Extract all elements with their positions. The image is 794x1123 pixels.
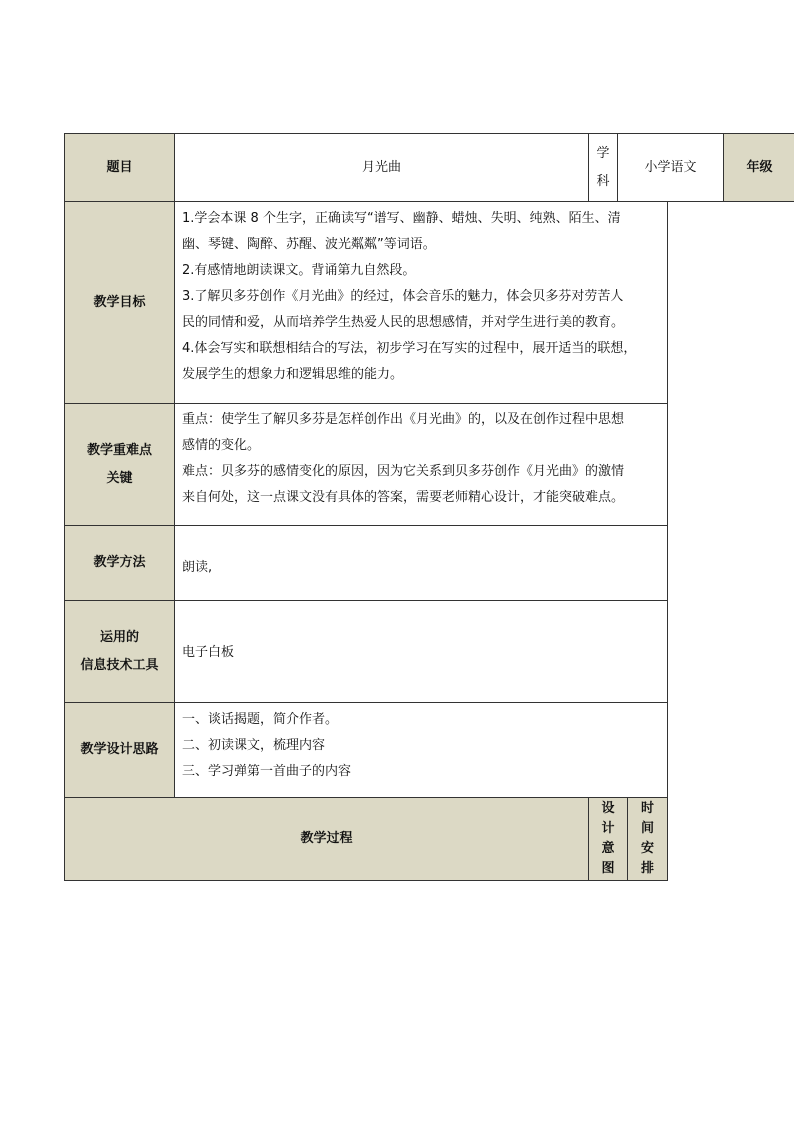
time-label-char: 安	[640, 841, 654, 856]
keypoint-line: 感情的变化。	[182, 438, 261, 453]
subject-label-char-2: 科	[596, 173, 610, 189]
goal-line: 4.体会写实和联想相结合的写法，初步学习在写实的过程中，展开适当的联想，	[182, 341, 637, 356]
method-value-cell	[174, 525, 668, 601]
title-label: 题目	[106, 159, 133, 175]
time-label-char: 间	[640, 821, 654, 836]
intent-label-cell	[588, 797, 628, 881]
subject-value-cell	[617, 133, 724, 202]
keypoints-label-cell	[64, 403, 175, 526]
goals-label: 教学目标	[93, 294, 146, 310]
tools-value-cell	[174, 600, 668, 703]
tools-label-line-2: 信息技术工具	[80, 657, 159, 673]
keypoints-value-cell	[174, 403, 668, 526]
design-label: 教学设计思路	[80, 742, 159, 757]
tools-label-cell	[64, 600, 175, 703]
design-label-cell	[64, 702, 175, 798]
intent-label-char: 设	[601, 801, 615, 816]
keypoint-line: 难点：贝多芬的感情变化的原因，因为它关系到贝多芬创作《月光曲》的激情	[182, 464, 625, 479]
time-label-char: 时	[640, 801, 654, 816]
title-label-cell	[64, 133, 175, 202]
goal-line: 民的同情和爱，从而培养学生热爱人民的思想感情，并对学生进行美的教育。	[182, 315, 625, 330]
goal-line: 2.有感情地朗读课文。背诵第九自然段。	[182, 263, 416, 278]
subject-label-char-1: 学	[596, 145, 610, 161]
keypoint-line: 来自何处，这一点课文没有具体的答案，需要老师精心设计，才能突破难点。	[182, 490, 625, 505]
method-value: 朗读,	[182, 560, 213, 575]
method-label: 教学方法	[93, 555, 146, 570]
keypoints-label-line-2: 关键	[106, 470, 133, 486]
time-label-char: 排	[640, 861, 654, 876]
grade-label: 年级	[746, 159, 773, 175]
method-label-cell	[64, 525, 175, 601]
process-label: 教学过程	[300, 831, 353, 846]
title-value: 月光曲	[361, 159, 401, 175]
design-line: 二、初读课文，梳理内容	[182, 738, 326, 753]
intent-label-char: 意	[601, 841, 615, 856]
process-label-cell	[64, 797, 589, 881]
title-value-cell	[174, 133, 589, 202]
goal-line: 1.学会本课 8 个生字，正确读写“谱写、幽静、蜡烛、失明、纯熟、陌生、清	[182, 211, 621, 226]
goals-value-cell	[174, 201, 668, 404]
tools-value: 电子白板	[182, 645, 235, 660]
subject-label-cell	[588, 133, 618, 202]
keypoint-line: 重点：使学生了解贝多芬是怎样创作出《月光曲》的，以及在创作过程中思想	[182, 412, 625, 427]
intent-label-char: 图	[601, 861, 615, 876]
intent-label-char: 计	[601, 821, 615, 836]
keypoints-label-line-1: 教学重难点	[86, 442, 152, 458]
design-value-cell	[174, 702, 668, 798]
time-label-cell	[627, 797, 668, 881]
design-line: 三、学习弹第一首曲子的内容	[182, 764, 352, 779]
design-line: 一、谈话揭题，简介作者。	[182, 712, 339, 727]
subject-value: 小学语文	[644, 159, 697, 175]
goal-line: 幽、琴键、陶醉、苏醒、波光粼粼”等词语。	[182, 237, 436, 252]
goals-label-cell	[64, 201, 175, 404]
goal-line: 发展学生的想象力和逻辑思维的能力。	[182, 367, 404, 382]
goal-line: 3.了解贝多芬创作《月光曲》的经过，体会音乐的魅力，体会贝多芬对劳苦人	[182, 289, 624, 304]
tools-label-line-1: 运用的	[99, 629, 139, 645]
grade-label-cell	[723, 133, 794, 202]
